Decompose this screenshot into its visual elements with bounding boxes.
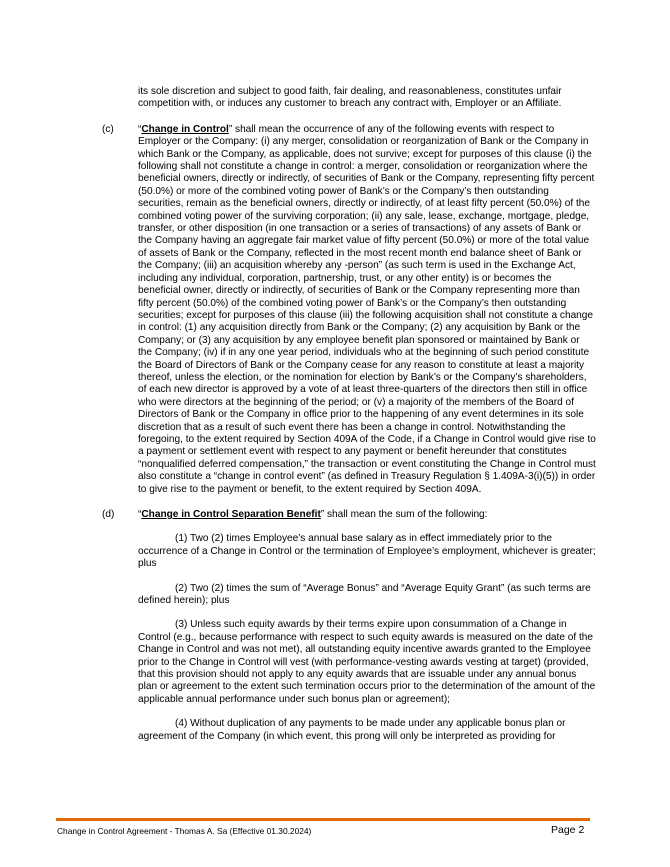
benefit-item-3: (3) Unless such equity awards by their terms expire upon consummation of a Change in Control (e.g., because performance with respect to such equity awards is measured on the date of the Change in Control and was not met), all outstanding equity incentive awards granted to the Employee prior to the Change in Control will vest (with performance-vesting awards vesting at target) (provided, that this provision should not apply to any equity awards that are issuable under any annual bonus plan or agreement to the extent such termination occurs prior to the determination of the amount of the applicable annual performance under such bonus plan or agreement);: [138, 619, 596, 705]
section-c-content: [138, 124, 596, 496]
continuation-paragraph: its sole discretion and subject to good faith, fair dealing, and reasonableness, constitutes unfair competition with, or induces any customer to breach any contract with, Employer or an Affiliate.: [138, 86, 562, 110]
footer-document-title: Change in Control Agreement - Thomas A. Sa (Effective 01.30.2024): [57, 826, 312, 836]
defined-term-separation-benefit: Change in Control Separation Benefit: [141, 509, 321, 520]
defined-term-change-in-control: Change in Control: [141, 123, 229, 135]
open-quote: “: [138, 123, 142, 135]
benefit-item-1: (1) Two (2) times Employee’s annual base salary as in effect immediately prior to the occurrence of a Change in Control or the termination of Employee’s employment, whichever is greater; plus: [138, 533, 596, 570]
document-body: [0, 86, 670, 743]
section-d-content: [138, 509, 596, 521]
page-number: Page 2: [551, 824, 585, 836]
section-c: [0, 124, 670, 496]
benefit-item-2: (2) Two (2) times the sum of “Average Bonus” and “Average Equity Grant” (as such terms are defined herein); plus: [138, 582, 591, 607]
section-d-label: (d): [102, 509, 115, 520]
footer-rule: [56, 818, 590, 821]
benefit-item-4: (4) Without duplication of any payments to be made under any applicable bonus plan or agreement of the Company (in which event, this prong will only be interpreted as providing for: [138, 718, 566, 742]
section-d: [0, 509, 670, 521]
open-quote: “: [138, 509, 142, 520]
section-d-text: ” shall mean the sum of the following:: [320, 509, 488, 520]
section-c-text: ” shall mean the occurrence of any of the following events with respect to Employer or the Company: (i) any merger, consolidation or reorganization of Bank or the Company in which Bank or the Company, as applicable, does not survive; except for purposes of this clause (i) the following shall not constitute a change in control: a merger, consolidation or reorganization where the beneficial owners, directly or indirectly, of securities of Bank or the Company, representing fifty percent (50.0%) or more of the combined voting power of Bank’s or the Company’s then outstanding securities, remain as the beneficial owners, directly or indirectly, of at least fifty percent (50.0%) of the combined voting power of the surviving corporation; (ii) any sale, lease, exchange, mortgage, pledge, transfer, or other disposition (in one transaction or a series of transactions) of any assets of Bank or the Company having an aggregate fair market value of fifty percent (50.0%) or more of the total value of assets of Bank or the Company, reflected in the most recent month end balance sheet of Bank or the Company; (iii) an acquisition whereby any -person” (as such term is used in the Exchange Act, including any individual, corporation, partnership, trust, or any other entity) is or becomes the beneficial owner, directly or indirectly, of securities of Bank or the Company representing more than fifty percent (50.0%) of the combined voting power of Bank’s or the Company’s then outstanding securities; except for purposes of this clause (iii) the following acquisition shall not constitute a change in control: (1) any acquisition directly from Bank or the Company; (2) any acquisition by Bank or the Company; or (3) any acquisition by any employee benefit plan sponsored or maintained by Bank or the Company; (iv) if in any one year period, individuals who at the beginning of such period constitute the Board of Directors of Bank or the Company cease for any reason to constitute at least a majority thereof, unless the election, or the nomination for election by Bank’s or the Company’s shareholders, of each new director is approved by a vote of at least three-quarters of the directors then still in office who were directors at the beginning of the period; or (v) a majority of the members of the Board of Directors of Bank or the Company in office prior to the happening of any event determines in its sole discretion that as a result of such event there has been a change in control. Notwithstanding the foregoing, to the extent required by Section 409A of the Code, if a Change in Control would give rise to a payment or settlement event with respect to any payment or benefit hereunder that constitutes “nonqualified deferred compensation,” the transaction or event constituting the Change in Control must also constitute a “change in control event” (as defined in Treasury Regulation § 1.409A-3(i)(5)) in order to give rise to the payment or benefit, to the extent required by Section 409A.: [138, 123, 596, 495]
section-c-label: (c): [102, 123, 114, 135]
